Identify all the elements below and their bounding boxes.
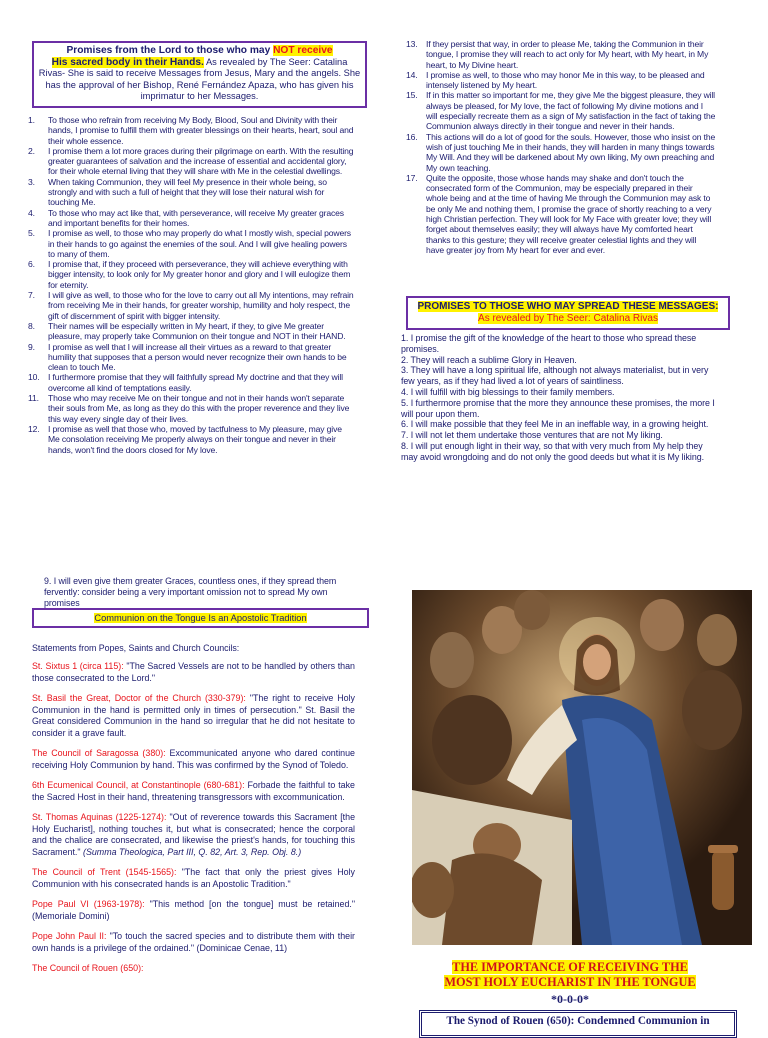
promise-text: To those who refrain from receiving My Body, Blood, Soul and Divinity with their hands, I promise to fulfill them with greater blessings on their hearts, heart, soul and their whole essence. bbox=[48, 115, 354, 146]
promise-left-item bbox=[22, 393, 354, 424]
spread-promise-item: 2. They will reach a sublime Glory in Heaven. bbox=[401, 354, 577, 365]
promise-text: Those who may receive Me on their tongue and not in their hands won't separate their souls from Me, as long as they do this with the proper reverence and they live this way every single day of their lives. bbox=[48, 393, 350, 424]
promise-text: I promise them a lot more graces during their pilgrimage on earth. With the resulting greater guarantees of salvation and the increase of essential and accidental glory, for their whole eternal living that they will share with Me in the celestial dwellings. bbox=[48, 145, 354, 177]
promise-text: To those who may act like that, with perseverance, will receive My greater graces and important benefits for their homes. bbox=[48, 207, 344, 228]
promise-number: 11. bbox=[28, 393, 39, 404]
spread-promise-item: 3. They will have a long spiritual life, although not always materialist, but in very few years, as if they had lived a lot of years of saintliness. bbox=[401, 365, 709, 387]
promise-number: 12. bbox=[28, 423, 40, 434]
promise-number: 4. bbox=[28, 207, 35, 218]
header-revealed-text: As revealed by The Seer: Catalina Rivas- She is said to receive Messages from Jesus, Mary and the angels. She has the approval of her Bishop, René Fernández Apaza, who has given his imprimatur to her Messages. bbox=[38, 56, 361, 102]
promise-left-item bbox=[22, 290, 354, 321]
statement-item bbox=[32, 748, 355, 771]
spread-promise-item: 6. I will make possible that they feel Me in an ineffable way, in a growing height. bbox=[401, 419, 709, 430]
promise-text: Their names will be especially written in My heart, if they, to give Me greater pleasure, may properly take Communion on their tongue and NOT in their HAND. bbox=[48, 320, 346, 342]
statement-source: The Council of Trent (1545-1565): bbox=[32, 867, 177, 878]
statement-item bbox=[32, 867, 355, 890]
promise-left-item bbox=[22, 115, 354, 146]
promises-list-right bbox=[400, 39, 716, 255]
statement-source: Pope Paul VI (1963-1978): bbox=[32, 899, 145, 910]
statement-item bbox=[32, 693, 355, 740]
promise-text: I furthermore promise that they will faithfully spread My doctrine and that they will overcome all kind of temptations easily. bbox=[48, 372, 343, 393]
spread-promise-item: 1. I promise the gift of the knowledge of the heart to those who spread these promises. bbox=[401, 333, 697, 354]
spread-promises-list bbox=[401, 333, 715, 463]
promise-text: I promise as well that I will increase all their virtues as a reward to that greater humility that supposes that a person would never recognize their own hands to be clean to touch Me. bbox=[48, 341, 347, 373]
spread-title: PROMISES TO THOSE WHO MAY SPREAD THESE MESSAGES: bbox=[417, 301, 719, 312]
promise-left-item bbox=[22, 321, 354, 342]
apostolic-tradition-box bbox=[32, 608, 369, 628]
promise-text: If in this matter so important for me, they give Me the biggest pleasure, they will always be pleased, for My love, the fact of following My divine motions and I will especially recreate them as a sign of My satisfaction in the fact of taking the Communion always directly in their tongue and never in their hands. bbox=[426, 90, 716, 132]
statements-intro: Statements from Popes, Saints and Church Councils: bbox=[32, 643, 240, 653]
statement-item bbox=[32, 899, 355, 922]
promise-right-item bbox=[400, 173, 716, 255]
promise-left-item bbox=[22, 259, 354, 290]
spread-promise-item: 8. I will put enough light in their way, so that with very much from My help they may avoid wrongdoing and do not only the good deeds but what it is My liking. bbox=[401, 440, 705, 462]
promise-left-item bbox=[22, 372, 354, 393]
importance-heading bbox=[412, 960, 728, 989]
separator-dots: *0-0-0* bbox=[551, 992, 589, 1006]
importance-line1: THE IMPORTANCE OF RECEIVING THE bbox=[452, 960, 688, 974]
promise-number: 7. bbox=[28, 290, 35, 301]
promise-number: 8. bbox=[28, 320, 35, 331]
promise-text: I promise as well, to those who may honor Me in this way, to be pleased and intensely listened by My heart. bbox=[426, 69, 705, 91]
tradition-title: Communion on the Tongue Is an Apostolic Tradition bbox=[94, 613, 307, 623]
promise-text: I promise as well that those who, moved by tactfulness to My pleasure, may give Me consolation receiving Me properly always on their tongue and never in their hands, won't find the doors closed for My love. bbox=[48, 423, 342, 455]
promise-left-item bbox=[22, 177, 354, 208]
statement-item bbox=[32, 661, 355, 684]
statement-source: St. Sixtus 1 (circa 115): bbox=[32, 661, 124, 671]
promise-number: 14. bbox=[406, 69, 418, 80]
statement-source: Pope John Paul II: bbox=[32, 931, 107, 942]
importance-line2: MOST HOLY EUCHARIST IN THE TONGUE bbox=[444, 974, 696, 989]
promise-number: 3. bbox=[28, 176, 35, 187]
statement-text: Excommunicated anyone who dared continue receiving Holy Communion by hand. This was confirmed by the Synod of Toledo. bbox=[32, 748, 355, 770]
spread-promise-item: 5. I furthermore promise that the more they announce these promises, the more I will pour upon them. bbox=[401, 397, 715, 419]
promise-number: 1. bbox=[28, 115, 35, 125]
promise-right-item bbox=[400, 39, 716, 70]
statements-list bbox=[32, 661, 355, 983]
promise-number: 10. bbox=[28, 372, 40, 383]
promise-number: 13. bbox=[406, 39, 418, 49]
promise-text: I promise as well, to those who may properly do what I mostly wish, special powers in their hands to go against the enemies of the soul. And I will give healing powers to many of them. bbox=[48, 228, 351, 259]
promise-text: I will give as well, to those who for the love to carry out all My intentions, may refrain from receiving Me in their hands, for greater worship, humility and holy respect, the gift of discernment of spirit with bigger intensity. bbox=[48, 290, 354, 321]
statement-source: St. Thomas Aquinas (1225-1274): bbox=[32, 812, 167, 823]
spread-promise-item: 7. I will not let them undertake those ventures that are not My liking. bbox=[401, 430, 663, 441]
promise-number: 17. bbox=[406, 172, 418, 183]
statement-source: The Council of Rouen (650): bbox=[32, 963, 144, 974]
promise-number: 2. bbox=[28, 145, 35, 156]
promise-text: Quite the opposite, those whose hands may shake and don't touch the consecrated form of the Communion, may be especially prepared in their whole being and at the time of having Me through the Communion may ask to be only Me and nothing them, I promise the grace of shortly reaching to a very high Christian perfection. They will look for My Face with greater love; they will forget about themselves easily; they will always have My comforted heart thanks to this gesture; they will receive greater celestial lights and they will have greater joy from My heart for ever and ever. bbox=[426, 172, 712, 255]
promise-left-item bbox=[22, 146, 354, 177]
statement-item bbox=[32, 963, 355, 975]
promise-right-item bbox=[400, 132, 716, 173]
header-title: Promises from the Lord to those who may NOT receive His sacred body in their Hands. bbox=[51, 45, 333, 68]
statement-item bbox=[32, 780, 355, 803]
statement-citation: (Summa Theologica, Part III, Q. 82, Art. 3, Rep. Obj. 8.) bbox=[80, 847, 302, 858]
statement-source: 6th Ecumenical Council, at Constantinople (680-681): bbox=[32, 780, 245, 791]
statement-text: "Out of reverence towards this Sacrament [the Holy Eucharist], nothing touches it, but what is consecrated; hence the corporal and the chalice are consecrated, and likewise the priest's hands, for touching this Sacrament." bbox=[32, 812, 355, 858]
promise-number: 9. bbox=[28, 341, 35, 352]
promise-right-item bbox=[400, 90, 716, 131]
promise-left-item bbox=[22, 424, 354, 455]
spread-revealed: As revealed by The Seer: Catalina Rivas bbox=[478, 313, 658, 324]
statement-source: The Council of Saragossa (380): bbox=[32, 748, 166, 759]
last-supper-painting bbox=[412, 590, 752, 945]
statement-text: Forbade the faithful to take the Sacred Host in their hand, threatening transgressors with excommunication. bbox=[32, 780, 355, 802]
statement-source: St. Basil the Great, Doctor of the Church (330-379): bbox=[32, 692, 246, 703]
promise-number: 6. bbox=[28, 259, 35, 270]
statement-text: "The Sacred Vessels are not to be handled by others than those consecrated to the Lord." bbox=[32, 661, 355, 683]
statement-item bbox=[32, 931, 355, 954]
statement-item bbox=[32, 812, 355, 859]
promise-right-item bbox=[400, 70, 716, 91]
spread-promise-item: 4. I will fulfill with big blessings to their family members. bbox=[401, 386, 615, 397]
promise-left-item bbox=[22, 342, 354, 373]
promise-text: If they persist that way, in order to please Me, taking the Communion in their tongue, I promise they will reach to act only for My heart, with My heart, in My heart, to My Divine heart. bbox=[426, 39, 709, 70]
promise-number: 15. bbox=[406, 90, 418, 101]
statement-text: "This method [on the tongue] must be retained." (Memoriale Domini) bbox=[32, 899, 356, 921]
spread-messages-box bbox=[406, 296, 730, 330]
spread-promise-nine: 9. I will even give them greater Graces, countless ones, if they spread them fervently: consider being a very important omission not to spread My own promises bbox=[44, 576, 337, 608]
promises-list-left bbox=[22, 115, 354, 455]
statement-text: "The fact that only the priest gives Holy Communion with his consecrated hands is an Apostolic Tradition." bbox=[32, 867, 355, 890]
promise-text: This actions will do a lot of good for the souls. However, those who insist on the wish of just touching Me in their hands, they will harden in many things towards My Will. And they will be darkened about My own liking, My own preaching and My own teaching. bbox=[426, 131, 716, 173]
promise-number: 5. bbox=[28, 228, 35, 239]
promise-left-item bbox=[22, 228, 354, 259]
promise-text: When taking Communion, they will feel My presence in their whole being, so strongly and with such a full of height that they will lose their natural wish for touching Me. bbox=[48, 176, 327, 208]
synod-rouen-box: The Synod of Rouen (650): Condemned Communion in bbox=[419, 1010, 737, 1038]
statement-text: "To touch the sacred species and to distribute them with their own hands is a privilege of the ordained." (Dominicae Cenae, 11) bbox=[32, 931, 355, 953]
promise-left-item bbox=[22, 208, 354, 229]
promises-header-box bbox=[32, 41, 367, 108]
promise-number: 16. bbox=[406, 131, 418, 142]
promise-text: I promise that, if they proceed with perseverance, they will achieve everything with bigger intensity, to look only for My greater honor and glory and I will eulogize them for eternity. bbox=[48, 259, 351, 290]
statement-text: "The right to receive Holy Communion in the hand is permitted only in times of persecution." St. Basil the Great considered Communion in the hand so irregular that he did not hesitate to consider it a grave fault. bbox=[32, 692, 355, 739]
